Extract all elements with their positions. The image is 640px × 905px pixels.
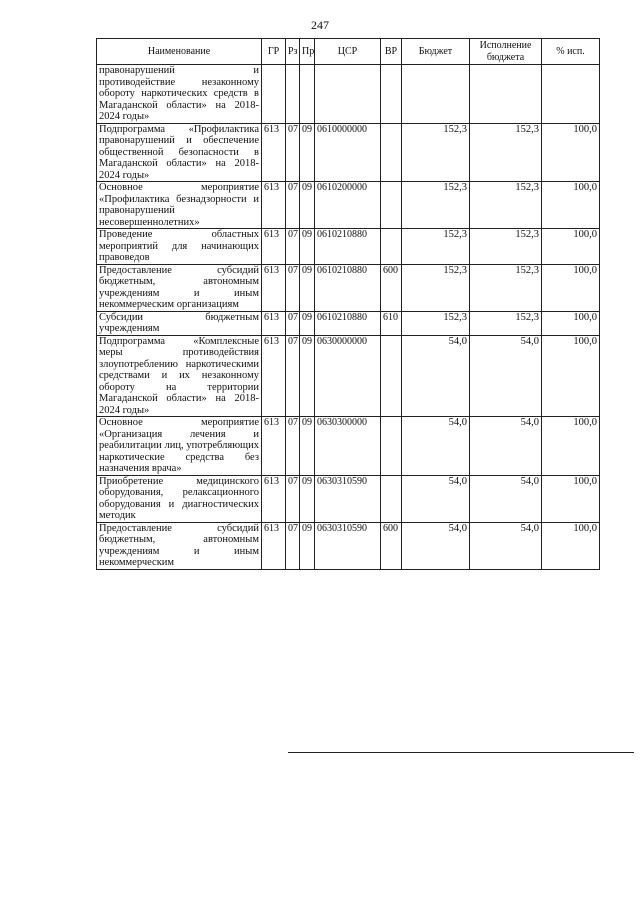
row-budget: 54,0 xyxy=(402,522,470,569)
row-pr: 09 xyxy=(300,417,315,476)
row-rz xyxy=(286,65,300,124)
row-name: Подпрограмма «Комплексные меры противодействия злоупотреблению наркотическими средствами и их незаконному обороту на территории Магаданской области» на 2018-2024 годы» xyxy=(97,335,262,417)
row-name: Основное мероприятие «Профилактика безнадзорности и правонарушений несовершеннолетних» xyxy=(97,182,262,229)
row-pct: 100,0 xyxy=(542,417,600,476)
row-rz: 07 xyxy=(286,264,300,311)
row-execution: 54,0 xyxy=(470,522,542,569)
row-vr: 610 xyxy=(381,311,402,335)
table-row xyxy=(97,335,600,417)
row-execution: 152,3 xyxy=(470,182,542,229)
row-gr: 613 xyxy=(262,264,286,311)
row-rz: 07 xyxy=(286,311,300,335)
row-pct: 100,0 xyxy=(542,229,600,265)
row-name: Проведение областных мероприятий для начинающих правоведов xyxy=(97,229,262,265)
header-execution: Исполнение бюджета xyxy=(470,39,542,65)
header-vr: ВР xyxy=(381,39,402,65)
row-budget xyxy=(402,65,470,124)
row-budget: 54,0 xyxy=(402,335,470,417)
row-vr xyxy=(381,475,402,522)
row-name: Предоставление субсидий бюджетным, автономным учреждениям и иным некоммерческим организациям xyxy=(97,264,262,311)
header-pr: Пр xyxy=(300,39,315,65)
row-execution: 152,3 xyxy=(470,264,542,311)
signature-line xyxy=(288,752,634,753)
header-row xyxy=(97,39,600,65)
row-vr: 600 xyxy=(381,522,402,569)
row-name: Основное мероприятие «Организация лечения и реабилитации лиц, употребляющих наркотические средства без назначения врача» xyxy=(97,417,262,476)
row-csr: 0630000000 xyxy=(315,335,381,417)
row-rz: 07 xyxy=(286,417,300,476)
row-vr xyxy=(381,123,402,182)
row-pr: 09 xyxy=(300,475,315,522)
header-budget: Бюджет xyxy=(402,39,470,65)
row-pct: 100,0 xyxy=(542,182,600,229)
row-vr xyxy=(381,182,402,229)
row-execution: 54,0 xyxy=(470,335,542,417)
row-budget: 152,3 xyxy=(402,311,470,335)
row-pct: 100,0 xyxy=(542,335,600,417)
row-gr: 613 xyxy=(262,475,286,522)
row-name: Субсидии бюджетным учреждениям xyxy=(97,311,262,335)
row-execution: 152,3 xyxy=(470,311,542,335)
row-pr: 09 xyxy=(300,311,315,335)
row-csr xyxy=(315,65,381,124)
row-gr: 613 xyxy=(262,311,286,335)
table-row xyxy=(97,522,600,569)
page-number: 247 xyxy=(311,18,329,32)
row-rz: 07 xyxy=(286,475,300,522)
header-rz: Рз xyxy=(286,39,300,65)
row-budget: 54,0 xyxy=(402,417,470,476)
row-name: Приобретение медицинского оборудования, релаксационного оборудования и диагностических методик xyxy=(97,475,262,522)
row-execution: 152,3 xyxy=(470,229,542,265)
row-execution xyxy=(470,65,542,124)
header-csr: ЦСР xyxy=(315,39,381,65)
row-gr: 613 xyxy=(262,417,286,476)
row-rz: 07 xyxy=(286,229,300,265)
row-vr xyxy=(381,335,402,417)
row-pct: 100,0 xyxy=(542,123,600,182)
row-execution: 54,0 xyxy=(470,475,542,522)
row-gr xyxy=(262,65,286,124)
row-pr: 09 xyxy=(300,335,315,417)
table-row xyxy=(97,417,600,476)
row-csr: 0610000000 xyxy=(315,123,381,182)
row-vr xyxy=(381,229,402,265)
row-budget: 152,3 xyxy=(402,229,470,265)
row-budget: 152,3 xyxy=(402,123,470,182)
row-pr: 09 xyxy=(300,182,315,229)
row-csr: 0610200000 xyxy=(315,182,381,229)
row-gr: 613 xyxy=(262,522,286,569)
row-csr: 0630310590 xyxy=(315,522,381,569)
table-row xyxy=(97,123,600,182)
budget-table xyxy=(96,38,600,570)
row-pct xyxy=(542,65,600,124)
row-pr: 09 xyxy=(300,522,315,569)
row-rz: 07 xyxy=(286,335,300,417)
row-csr: 0630300000 xyxy=(315,417,381,476)
header-name: Наименование xyxy=(97,39,262,65)
row-csr: 0610210880 xyxy=(315,229,381,265)
row-vr xyxy=(381,65,402,124)
row-name: Подпрограмма «Профилактика правонарушений и обеспечение общественной безопасности в Магаданской области» на 2018-2024 годы» xyxy=(97,123,262,182)
row-pct: 100,0 xyxy=(542,522,600,569)
table-row xyxy=(97,65,600,124)
row-rz: 07 xyxy=(286,123,300,182)
table-row xyxy=(97,475,600,522)
row-gr: 613 xyxy=(262,335,286,417)
row-csr: 0610210880 xyxy=(315,311,381,335)
row-vr xyxy=(381,417,402,476)
row-execution: 54,0 xyxy=(470,417,542,476)
table-row xyxy=(97,229,600,265)
row-pct: 100,0 xyxy=(542,264,600,311)
row-budget: 152,3 xyxy=(402,182,470,229)
row-csr: 0630310590 xyxy=(315,475,381,522)
row-vr: 600 xyxy=(381,264,402,311)
row-pct: 100,0 xyxy=(542,475,600,522)
row-name: Предоставление субсидий бюджетным, автономным учреждениям и иным некоммерческим xyxy=(97,522,262,569)
table-row xyxy=(97,311,600,335)
row-pr xyxy=(300,65,315,124)
row-budget: 152,3 xyxy=(402,264,470,311)
header-pct: % исп. xyxy=(542,39,600,65)
row-rz: 07 xyxy=(286,182,300,229)
row-csr: 0610210880 xyxy=(315,264,381,311)
row-gr: 613 xyxy=(262,229,286,265)
row-name: правонарушений и противодействие незаконному обороту наркотических средств в Магаданской области» на 2018-2024 годы» xyxy=(97,65,262,124)
row-gr: 613 xyxy=(262,123,286,182)
table-row xyxy=(97,182,600,229)
row-pr: 09 xyxy=(300,229,315,265)
row-execution: 152,3 xyxy=(470,123,542,182)
header-gr: ГР xyxy=(262,39,286,65)
row-pr: 09 xyxy=(300,264,315,311)
row-pr: 09 xyxy=(300,123,315,182)
row-pct: 100,0 xyxy=(542,311,600,335)
row-rz: 07 xyxy=(286,522,300,569)
table-row xyxy=(97,264,600,311)
row-budget: 54,0 xyxy=(402,475,470,522)
row-gr: 613 xyxy=(262,182,286,229)
